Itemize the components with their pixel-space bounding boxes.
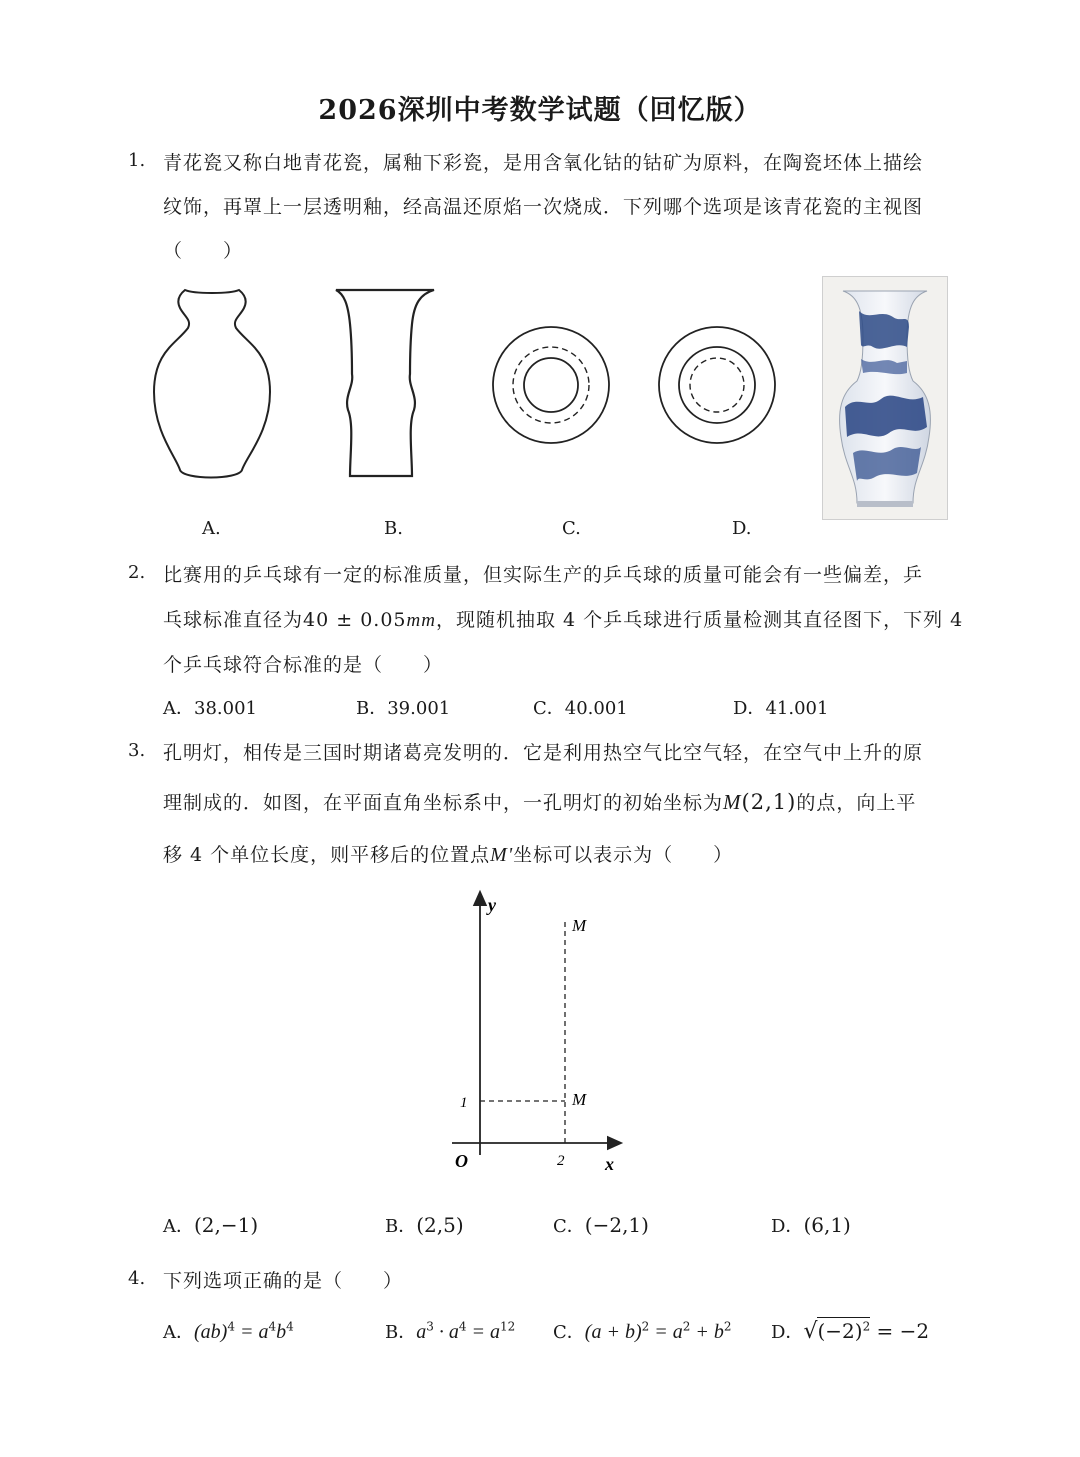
q3-option-c[interactable]: C．(−2,1) [553, 1213, 649, 1237]
question-3-number: 3. [128, 740, 146, 761]
q2-unit: mm [406, 610, 436, 631]
q3-point-m-coord: (2,1) [741, 790, 797, 814]
question-1-line-1: 青花瓷又称白地青花瓷，属釉下彩瓷，是用含氧化钴的钴矿为原料，在陶瓷坯体上描绘 [163, 152, 924, 174]
q4-option-c[interactable]: C．$(a + b)^2 = a^2 + b^2$ [553, 1319, 732, 1343]
question-2-line-3: 个乒乓球符合标准的是（ ） [163, 654, 444, 676]
question-3-line-1: 孔明灯，相传是三国时期诸葛亮发明的．它是利用热空气比空气轻，在空气中上升的原 [163, 742, 924, 764]
point-m-prime-label: M [572, 916, 587, 935]
question-2-line-2 [163, 605, 963, 632]
blue-white-porcelain-vase-icon [823, 277, 947, 519]
option-c-top-view [488, 322, 614, 448]
origin-label: O [455, 1151, 468, 1171]
option-d-top-view [654, 322, 780, 448]
q2-option-a[interactable]: A．38.001 [163, 698, 257, 719]
page-title: 2026深圳中考数学试题（回忆版） [318, 95, 762, 126]
option-b-vase-outline [326, 284, 444, 484]
question-1-number: 1. [128, 150, 146, 171]
q4-option-b[interactable]: B．$a^3 \cdot a^4 = a^{12}$ [385, 1319, 516, 1343]
question-3-line-2: 理制成的．如图，在平面直角坐标系中，一孔明灯的初始坐标为M(2,1)的点，向上平 [163, 790, 917, 814]
question-3-line-3: 移 4 个单位长度，则平移后的位置点M'坐标可以表示为（ ） [163, 844, 734, 866]
q3-point-m: M [723, 790, 742, 814]
question-2-line-1: 比赛用的乒乓球有一定的标准质量，但实际生产的乒乓球的质量可能会有一些偏差，乒 [163, 564, 924, 586]
q3-option-d[interactable]: D．(6,1) [771, 1213, 851, 1237]
coordinate-diagram [440, 885, 640, 1180]
question-1-line-2: 纹饰，再罩上一层透明釉，经高温还原焰一次烧成．下列哪个选项是该青花瓷的主视图 [163, 196, 924, 218]
q2-option-d[interactable]: D．41.001 [733, 698, 829, 719]
q4-option-a[interactable]: A．$(ab)^4 = a^4b^4$ [163, 1319, 294, 1343]
q1-option-a[interactable]: A. [202, 518, 221, 539]
q1-option-d[interactable]: D. [732, 518, 752, 539]
y-tick-label: 1 [460, 1095, 468, 1111]
q4-option-d[interactable]: D．$√(-2)^2 = -2$ [771, 1319, 930, 1344]
question-4-number: 4. [128, 1268, 146, 1289]
q3-option-a[interactable]: A．(2,−1) [163, 1213, 259, 1237]
q2-line2-pre: 乓球标准直径为 [163, 609, 304, 631]
x-tick-label: 2 [557, 1153, 565, 1169]
question-1-line-3: （ ） [163, 240, 244, 262]
point-m-label: M [572, 1090, 587, 1109]
q2-option-c[interactable]: C．40.001 [533, 698, 628, 719]
q3-option-b[interactable]: B．(2,5) [385, 1213, 464, 1237]
q3-point-m-prime: M' [490, 844, 514, 866]
q2-line2-post: ，现随机抽取 4 个乒乓球进行质量检测其直径图下，下列 4 [435, 609, 964, 631]
x-axis-label: x [605, 1154, 614, 1174]
option-a-vase-outline [140, 282, 290, 487]
q1-option-b[interactable]: B. [384, 518, 403, 539]
y-axis-label: y [488, 895, 496, 915]
question-4-line: 下列选项正确的是（ ） [163, 1270, 404, 1292]
question-2-number: 2. [128, 562, 146, 583]
q2-tolerance: 40 ± 0.05 [303, 609, 407, 631]
q1-option-c[interactable]: C. [562, 518, 581, 539]
porcelain-photo-frame [822, 276, 948, 520]
q2-option-b[interactable]: B．39.001 [356, 698, 451, 719]
